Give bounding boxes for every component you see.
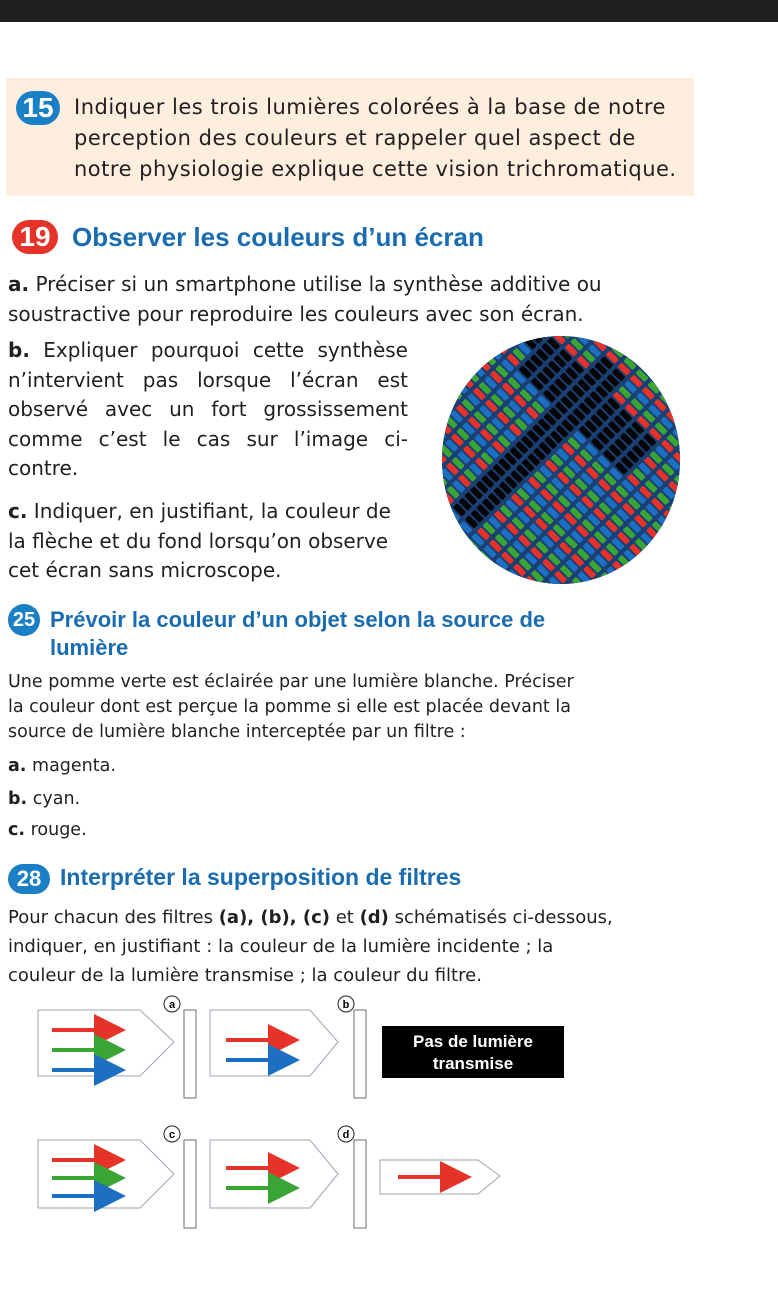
exercise-25-title: Prévoir la couleur d’un objet selon la source de lumière	[50, 607, 546, 660]
question-text: Préciser si un smartphone utilise la synthèse additive ou soustractive pour reproduire les couleurs avec son écran.	[8, 272, 602, 326]
filter-d	[338, 1126, 366, 1228]
filters-diagram	[0, 990, 778, 1250]
option-text: magenta.	[26, 756, 116, 776]
filter-b	[338, 996, 366, 1098]
filter-b-label: b	[342, 999, 350, 1011]
exercise-25-number: 25	[8, 604, 40, 636]
question-letter: c.	[8, 499, 28, 523]
question-letter: a.	[8, 272, 30, 296]
exercise-19-question-b	[8, 336, 408, 484]
exercise-25-option-b	[8, 789, 80, 809]
exercise-28-text	[8, 903, 618, 990]
filter-c-label: c	[168, 1129, 176, 1141]
exercise-19-question-c	[8, 497, 408, 586]
no-light-line-2: transmise	[432, 1054, 514, 1073]
magnified-screen-pixels-image	[442, 336, 680, 584]
beam-row-2-incident	[38, 1140, 174, 1208]
exercise-25-option-a	[8, 756, 116, 776]
top-status-bar	[0, 0, 778, 22]
question-letter: b.	[8, 338, 30, 362]
option-text: cyan.	[27, 789, 81, 809]
beam-row-1-incident	[38, 1010, 174, 1076]
exercise-28-number: 28	[8, 864, 50, 894]
beam-row-1-after-a	[210, 1010, 338, 1076]
option-letter: c.	[8, 820, 26, 840]
exercise-25-text: Une pomme verte est éclairée par une lumière blanche. Préciser la couleur dont est perçue la pomme si elle est placée devant la source de lumière blanche interceptée par un filtre :	[8, 672, 574, 742]
exercise-15-number: 15	[16, 91, 60, 125]
no-light-line-1: Pas de lumière	[412, 1032, 533, 1051]
text-fragment: Pour chacun des filtres	[8, 907, 219, 928]
option-letter: a.	[8, 756, 27, 776]
exercise-15-box	[6, 78, 694, 196]
exercise-19-question-a	[8, 270, 688, 329]
option-letter: b.	[8, 789, 28, 809]
no-light-transmitted-label	[382, 1026, 564, 1078]
exercise-25-option-c	[8, 820, 87, 840]
exercise-15-text: Indiquer les trois lumières colorées à la base de notre perception des couleurs et rappeler quel aspect de notre physiologie explique cette vision trichromatique.	[74, 95, 677, 181]
exercise-28-title: Interpréter la superposition de filtres	[60, 864, 462, 890]
exercise-19-number: 19	[12, 220, 58, 254]
beam-row-2-after-d	[380, 1160, 500, 1194]
filter-a-label: a	[168, 999, 176, 1011]
exercise-19-title: Observer les couleurs d’un écran	[72, 222, 484, 252]
question-text: Indiquer, en justifiant, la couleur de la flèche et du fond lorsqu’on observe cet écran sans microscope.	[8, 499, 391, 582]
option-text: rouge.	[25, 820, 87, 840]
filter-d-label: (d)	[359, 907, 389, 928]
pixel-grid-svg	[442, 336, 680, 584]
filter-d-label: d	[342, 1129, 350, 1141]
text-fragment: et	[329, 907, 360, 928]
beam-row-2-after-c	[210, 1140, 338, 1208]
filters-label: (a), (b), (c)	[218, 907, 330, 928]
text-fragment: schématisés ci-dessous, indiquer, en justifiant : la couleur de la lumière incidente ; la couleur de la lumière transmise ; la couleur du filtre.	[8, 907, 613, 986]
question-text: Expliquer pourquoi cette synthèse n’intervient pas lorsque l’écran est observé avec un fort grossissement comme c’est le cas sur l’image ci-contre.	[8, 338, 408, 480]
